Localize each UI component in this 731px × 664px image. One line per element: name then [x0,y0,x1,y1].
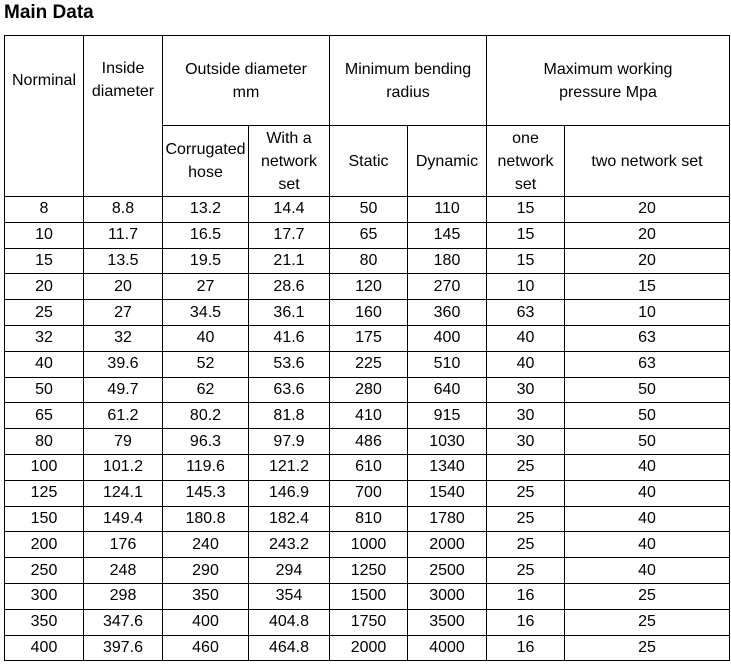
cell-bending-dynamic: 1340 [408,454,487,480]
cell-bending-static: 810 [330,506,408,532]
cell-nominal: 32 [5,325,84,351]
cell-outside-corrugated: 27 [163,274,249,300]
cell-bending-dynamic: 3000 [408,583,487,609]
table-row [5,635,730,661]
cell-pressure-two-network: 50 [565,403,730,429]
cell-outside-with-network: 146.9 [249,480,330,506]
cell-nominal: 10 [5,222,84,248]
cell-pressure-one-network: 30 [487,429,565,455]
cell-outside-corrugated: 52 [163,351,249,377]
cell-pressure-two-network: 25 [565,583,730,609]
cell-pressure-two-network: 50 [565,377,730,403]
header-two-network-set: two network set [565,126,730,197]
cell-pressure-one-network: 16 [487,609,565,635]
cell-bending-static: 410 [330,403,408,429]
table-row [5,197,730,223]
cell-outside-corrugated: 34.5 [163,300,249,326]
cell-bending-dynamic: 400 [408,325,487,351]
cell-nominal: 400 [5,635,84,661]
table-row [5,532,730,558]
cell-outside-with-network: 36.1 [249,300,330,326]
cell-nominal: 350 [5,609,84,635]
cell-outside-corrugated: 400 [163,609,249,635]
cell-pressure-two-network: 40 [565,454,730,480]
cell-bending-static: 80 [330,248,408,274]
cell-nominal: 8 [5,197,84,223]
cell-outside-with-network: 53.6 [249,351,330,377]
cell-inside-diameter: 79 [84,429,163,455]
cell-pressure-one-network: 15 [487,248,565,274]
cell-inside-diameter: 13.5 [84,248,163,274]
cell-inside-diameter: 27 [84,300,163,326]
cell-pressure-one-network: 25 [487,480,565,506]
cell-inside-diameter: 8.8 [84,197,163,223]
table-row [5,248,730,274]
cell-inside-diameter: 20 [84,274,163,300]
header-with-network-set: With a network set [249,126,330,197]
cell-nominal: 125 [5,480,84,506]
cell-outside-corrugated: 240 [163,532,249,558]
cell-nominal: 100 [5,454,84,480]
cell-bending-dynamic: 510 [408,351,487,377]
cell-outside-with-network: 294 [249,558,330,584]
cell-pressure-one-network: 25 [487,532,565,558]
cell-outside-corrugated: 350 [163,583,249,609]
cell-pressure-one-network: 16 [487,635,565,661]
cell-bending-dynamic: 360 [408,300,487,326]
cell-inside-diameter: 11.7 [84,222,163,248]
cell-outside-corrugated: 145.3 [163,480,249,506]
cell-nominal: 250 [5,558,84,584]
cell-pressure-two-network: 40 [565,506,730,532]
cell-outside-with-network: 63.6 [249,377,330,403]
header-row-top [5,36,730,126]
cell-pressure-one-network: 16 [487,583,565,609]
header-outside-diameter: Outside diameter mm [163,36,330,126]
table-row [5,377,730,403]
cell-nominal: 50 [5,377,84,403]
cell-pressure-one-network: 30 [487,403,565,429]
page-title: Main Data [4,2,94,23]
table-row [5,274,730,300]
table-row [5,325,730,351]
cell-pressure-two-network: 63 [565,351,730,377]
cell-bending-static: 2000 [330,635,408,661]
cell-pressure-two-network: 40 [565,532,730,558]
cell-bending-dynamic: 640 [408,377,487,403]
main-data-table [4,35,730,661]
cell-outside-corrugated: 290 [163,558,249,584]
table-row [5,558,730,584]
table-row [5,583,730,609]
cell-bending-static: 1250 [330,558,408,584]
header-dynamic: Dynamic [408,126,487,197]
table-row [5,480,730,506]
table-row [5,454,730,480]
cell-pressure-two-network: 50 [565,429,730,455]
cell-bending-static: 1000 [330,532,408,558]
cell-pressure-one-network: 40 [487,325,565,351]
cell-nominal: 200 [5,532,84,558]
cell-outside-with-network: 243.2 [249,532,330,558]
cell-outside-corrugated: 96.3 [163,429,249,455]
cell-outside-corrugated: 80.2 [163,403,249,429]
cell-outside-corrugated: 62 [163,377,249,403]
cell-bending-static: 1500 [330,583,408,609]
cell-nominal: 65 [5,403,84,429]
cell-nominal: 40 [5,351,84,377]
cell-bending-static: 700 [330,480,408,506]
cell-bending-dynamic: 110 [408,197,487,223]
header-max-working-pressure: Maximum working pressure Mpa [487,36,730,126]
cell-outside-with-network: 182.4 [249,506,330,532]
table-row [5,300,730,326]
cell-pressure-one-network: 25 [487,506,565,532]
cell-pressure-two-network: 15 [565,274,730,300]
cell-nominal: 80 [5,429,84,455]
cell-inside-diameter: 39.6 [84,351,163,377]
cell-pressure-one-network: 63 [487,300,565,326]
cell-inside-diameter: 101.2 [84,454,163,480]
cell-inside-diameter: 298 [84,583,163,609]
cell-inside-diameter: 176 [84,532,163,558]
cell-bending-static: 1750 [330,609,408,635]
header-one-network-set: one network set [487,126,565,197]
cell-bending-dynamic: 1780 [408,506,487,532]
header-min-bending-radius: Minimum bending radius [330,36,487,126]
cell-bending-static: 280 [330,377,408,403]
cell-nominal: 150 [5,506,84,532]
header-inside-diameter: Inside diameter [84,36,163,197]
header-static: Static [330,126,408,197]
table-row [5,506,730,532]
cell-outside-with-network: 404.8 [249,609,330,635]
table-row [5,351,730,377]
cell-inside-diameter: 248 [84,558,163,584]
cell-bending-dynamic: 4000 [408,635,487,661]
cell-pressure-one-network: 30 [487,377,565,403]
cell-pressure-one-network: 15 [487,197,565,223]
cell-pressure-two-network: 20 [565,222,730,248]
cell-nominal: 25 [5,300,84,326]
cell-inside-diameter: 149.4 [84,506,163,532]
cell-pressure-two-network: 25 [565,635,730,661]
table-row [5,403,730,429]
cell-pressure-two-network: 25 [565,609,730,635]
table-row [5,222,730,248]
cell-outside-with-network: 464.8 [249,635,330,661]
cell-inside-diameter: 32 [84,325,163,351]
cell-bending-dynamic: 3500 [408,609,487,635]
cell-outside-with-network: 14.4 [249,197,330,223]
cell-outside-corrugated: 19.5 [163,248,249,274]
cell-bending-dynamic: 915 [408,403,487,429]
cell-outside-with-network: 17.7 [249,222,330,248]
cell-outside-corrugated: 40 [163,325,249,351]
header-nominal: Norminal [5,36,84,197]
cell-bending-dynamic: 2500 [408,558,487,584]
cell-nominal: 300 [5,583,84,609]
cell-pressure-one-network: 10 [487,274,565,300]
cell-outside-corrugated: 119.6 [163,454,249,480]
cell-bending-static: 160 [330,300,408,326]
cell-bending-static: 50 [330,197,408,223]
cell-bending-dynamic: 270 [408,274,487,300]
cell-pressure-two-network: 20 [565,197,730,223]
cell-bending-static: 65 [330,222,408,248]
table-row [5,609,730,635]
cell-pressure-two-network: 40 [565,480,730,506]
cell-bending-static: 610 [330,454,408,480]
cell-outside-with-network: 97.9 [249,429,330,455]
table-body [5,197,730,661]
cell-bending-static: 120 [330,274,408,300]
cell-outside-with-network: 121.2 [249,454,330,480]
cell-outside-corrugated: 180.8 [163,506,249,532]
table-row [5,429,730,455]
cell-inside-diameter: 124.1 [84,480,163,506]
cell-pressure-one-network: 15 [487,222,565,248]
cell-outside-with-network: 81.8 [249,403,330,429]
cell-pressure-one-network: 25 [487,558,565,584]
cell-bending-dynamic: 1540 [408,480,487,506]
cell-pressure-two-network: 20 [565,248,730,274]
cell-bending-static: 175 [330,325,408,351]
cell-outside-corrugated: 13.2 [163,197,249,223]
cell-pressure-two-network: 40 [565,558,730,584]
cell-bending-dynamic: 145 [408,222,487,248]
cell-inside-diameter: 347.6 [84,609,163,635]
cell-nominal: 15 [5,248,84,274]
cell-pressure-two-network: 10 [565,300,730,326]
header-corrugated-hose: Corrugated hose [163,126,249,197]
cell-pressure-one-network: 40 [487,351,565,377]
cell-nominal: 20 [5,274,84,300]
cell-outside-with-network: 354 [249,583,330,609]
cell-outside-corrugated: 460 [163,635,249,661]
cell-bending-dynamic: 1030 [408,429,487,455]
cell-outside-with-network: 28.6 [249,274,330,300]
cell-bending-dynamic: 2000 [408,532,487,558]
cell-pressure-one-network: 25 [487,454,565,480]
cell-bending-static: 486 [330,429,408,455]
cell-outside-corrugated: 16.5 [163,222,249,248]
cell-outside-with-network: 41.6 [249,325,330,351]
cell-pressure-two-network: 63 [565,325,730,351]
cell-outside-with-network: 21.1 [249,248,330,274]
cell-inside-diameter: 397.6 [84,635,163,661]
cell-bending-dynamic: 180 [408,248,487,274]
cell-inside-diameter: 49.7 [84,377,163,403]
cell-bending-static: 225 [330,351,408,377]
cell-inside-diameter: 61.2 [84,403,163,429]
